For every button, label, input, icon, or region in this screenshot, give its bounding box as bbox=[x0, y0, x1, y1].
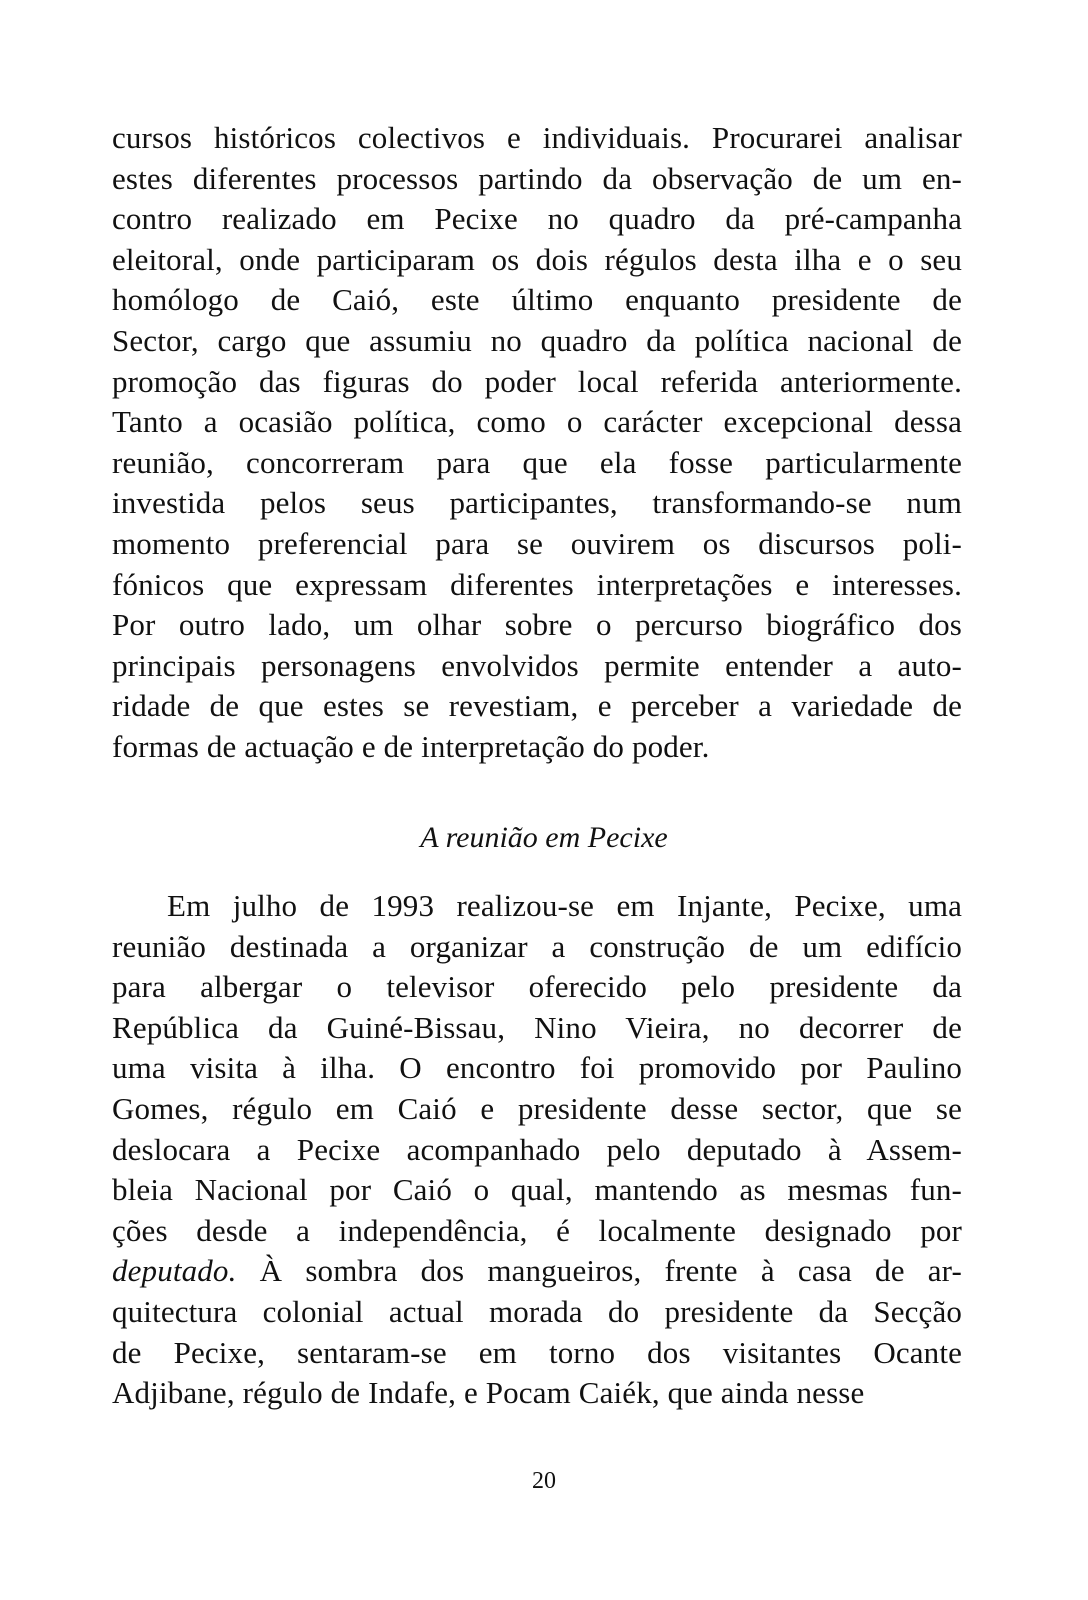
text-line: formas de actuação e de interpretação do poder. bbox=[112, 728, 710, 764]
text-line: Gomes, régulo em Caió e presidente desse sector, que se bbox=[112, 1090, 962, 1126]
text-line: investida pelos seus participantes, transformando-se num bbox=[112, 485, 962, 521]
text-line: para albergar o televisor oferecido pelo presidente da bbox=[112, 969, 962, 1005]
paragraph-meeting bbox=[112, 886, 962, 1414]
text-line: Por outro lado, um olhar sobre o percurso biográfico dos bbox=[112, 607, 962, 643]
text-line: ridade de que estes se revestiam, e perceber a variedade de bbox=[112, 688, 962, 724]
text-line: momento preferencial para se ouvirem os discursos poli- bbox=[112, 525, 962, 561]
text-line: Em julho de 1993 realizou-se em Injante, Pecixe, uma bbox=[167, 888, 962, 923]
text-line: cursos históricos colectivos e individuais. Procurarei analisar bbox=[112, 120, 962, 155]
text-run: À sombra dos mangueiros, frente à casa de ar- bbox=[236, 1253, 962, 1289]
text-line: uma visita à ilha. O encontro foi promovido por Paulino bbox=[112, 1050, 962, 1086]
text-line: deslocara a Pecixe acompanhado pelo deputado à Assem- bbox=[112, 1131, 962, 1167]
text-line: ções desde a independência, é localmente designado por bbox=[112, 1212, 962, 1248]
paragraph-intro bbox=[112, 118, 962, 768]
text-line: Adjibane, régulo de Indafe, e Pocam Caiék, que ainda nesse bbox=[112, 1375, 865, 1411]
section-heading: A reunião em Pecixe bbox=[420, 821, 668, 854]
text-line: bleia Nacional por Caió o qual, mantendo as mesmas fun- bbox=[112, 1172, 962, 1208]
text-line: fónicos que expressam diferentes interpretações e interesses. bbox=[112, 566, 962, 602]
text-line: eleitoral, onde participaram os dois régulos desta ilha e o seu bbox=[112, 241, 962, 277]
text-line: reunião, concorreram para que ela fosse particularmente bbox=[112, 444, 962, 480]
page-number: 20 bbox=[532, 1468, 556, 1494]
text-line: de Pecixe, sentaram-se em torno dos visitantes Ocante bbox=[112, 1334, 962, 1370]
text-line: estes diferentes processos partindo da observação de um en- bbox=[112, 160, 962, 196]
text-line: promoção das figuras do poder local referida anteriormente. bbox=[112, 363, 962, 399]
text-line: principais personagens envolvidos permite entender a auto- bbox=[112, 647, 962, 683]
text-line: Tanto a ocasião política, como o carácter excepcional dessa bbox=[112, 404, 962, 440]
text-line bbox=[112, 1251, 962, 1292]
text-line: reunião destinada a organizar a construção de um edifício bbox=[112, 928, 962, 964]
text-line: contro realizado em Pecixe no quadro da pré-campanha bbox=[112, 201, 962, 237]
text-line: quitectura colonial actual morada do presidente da Secção bbox=[112, 1293, 962, 1329]
emphasized-word: deputado. bbox=[112, 1253, 237, 1289]
text-line: Sector, cargo que assumiu no quadro da política nacional de bbox=[112, 322, 962, 358]
text-line: homólogo de Caió, este último enquanto presidente de bbox=[112, 282, 962, 318]
text-line: República da Guiné-Bissau, Nino Vieira, no decorrer de bbox=[112, 1009, 962, 1045]
